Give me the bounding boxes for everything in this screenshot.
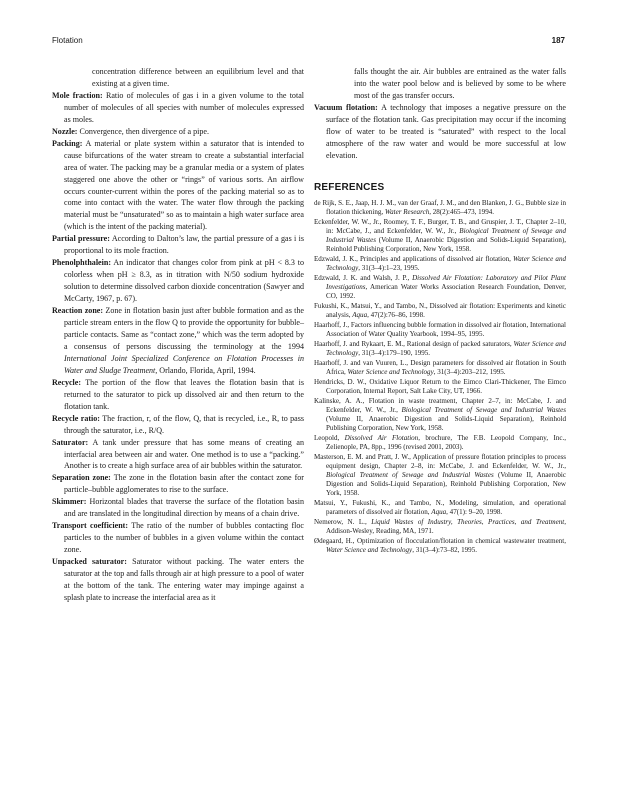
reference-text: Ødegaard, H., Optimization of flocculation/flotation in chemical wastewater treatment, [314,536,566,545]
glossary-entry [314,102,566,162]
glossary-entry [52,496,304,520]
glossary-definition: Zone in flotation basin just after bubble formation and as the particle stream enters in the flow Q to provide the opportunity for bubble–particle contacts. Same as “contact zone,” which was the term adopted by a consensus of persons discussing the terminology at the 1994 [64,306,304,351]
reference-italic: Water Research [384,207,430,216]
glossary-definition: A technology that imposes a negative pressure on the surface of the flotation tank. Gas precipitation may occur if the incoming flow of water to be treated is “saturated” with respect to the local atmosphere of the raw water and would be more successful at low elevation. [326,102,566,160]
glossary-entry [52,90,304,126]
reference-text-tail: , Addison-Wesley, Reading, MA, 1971. [326,517,566,535]
reference-text-tail: (Volume II, Anaerobic Digestion and Solids-Liquid Separation), Reinhold Publishing Corporation, New York, 1958. [326,414,566,432]
reference-text-tail: , brochure, The F.B. Leopold Company, Inc., Zelienople, PA, 8pp., 1996 (revised 2001, 2003). [326,433,566,451]
reference-entry [314,255,566,273]
reference-entry [314,321,566,339]
glossary-term: Packing: [52,138,83,148]
reference-entry [314,199,566,217]
reference-text-tail: , 31(3–4):203–212, 1995. [433,367,506,376]
reference-entry [314,359,566,377]
glossary-term: Recycle ratio: [52,413,100,423]
reference-entry [314,274,566,301]
glossary-definition-tail: , Orlando, Florida, April, 1994. [155,365,256,375]
reference-text: Nemerow, N. L., [314,517,372,526]
glossary-entry [52,472,304,496]
reference-italic: Biological Treatment of Sewage and Industrial Wastes [326,226,566,244]
running-head [52,36,565,48]
glossary-definition: Convergence, then divergence of a pipe. [79,126,210,136]
reference-text: Edzwald, J. K., Principles and applications of dissolved air flotation, [314,254,514,263]
reference-text: de Rijk, S. E., Jaap, H. J. M., van der Graaf, J. M., and den Blanken, J. G., Bubble size in flotation thickening, [314,198,566,216]
glossary-entry [52,520,304,556]
reference-italic: Water Science and Technology [326,339,566,357]
reference-entry [314,218,566,254]
reference-italic: Biological Treatment of Sewage and Industrial Wastes [326,470,494,479]
glossary-definition: An indicator that changes color from pink at pH < 8.3 to colorless when pH ≥ 8.3, as in titration with N/50 sodium hydroxide solution to determine dissolved carbon dioxide concentration (Sawyer and McCarty, 1967, p. 67). [64,258,304,304]
reference-entry [314,499,566,517]
reference-text: Fukushi, K., Matsui, Y., and Tambo, N., Dissolved air flotation: Experiments and kinetic analysis, [314,301,566,319]
reference-text-tail: , 31(3–4):1–23, 1995. [358,263,420,272]
references-list [314,199,566,555]
glossary-term: Saturator: [52,437,89,447]
glossary-term: Recycle: [52,377,82,387]
glossary-definition: Saturator without packing. The water enters the saturator at the top and falls through air at high pressure to a pool of water at the bottom of the tank. The entering water may impinge against a splash plate to increase the interfacial area as it [64,557,305,602]
right-column [314,66,566,556]
reference-text-tail: (Volume II, Anaerobic Digestion and Solids-Liquid Separation), Reinhold Publishing Corporation, New York, 1958. [326,235,566,253]
glossary-term: Partial pressure: [52,234,110,244]
reference-italic: Biological Treatment of Sewage and Industrial Wastes [401,405,566,414]
page-number: 187 [551,36,565,45]
reference-italic: Dissolved Air Flotation: Laboratory and Pilot Plant Investigations [326,273,566,291]
reference-italic: Water Science and Technology [326,254,566,272]
glossary-definition: The ratio of the number of bubbles contacting floc particles to the number of bubbles in a given volume within the contact zone. [64,521,304,555]
glossary-entry [52,377,304,413]
glossary-term: Vacuum flotation: [314,102,378,112]
glossary-term: Unpacked saturator: [52,557,127,567]
reference-entry [314,378,566,396]
reference-text-tail: , 47(1): 9–20, 1998. [446,507,503,516]
running-head-title: Flotation [52,36,83,45]
glossary-definition: The zone in the flotation basin after the contact zone for particle–bubble agglomerates to rise to the surface. [64,473,304,495]
glossary-continued [314,66,566,162]
reference-text: Haarhoff, J. and Rykaart, E. M., Rational design of packed saturators, [314,339,514,348]
glossary-entry [314,66,566,102]
reference-entry [314,434,566,452]
reference-entry [314,453,566,498]
left-column [52,66,304,604]
glossary-definition: The fraction, r, of the flow, Q, that is recycled, i.e., R, to pass through the saturator, i.e., R/Q. [64,413,304,435]
glossary-term: Mole fraction: [52,90,103,100]
reference-italic: Dissolved Air Flotation [344,433,419,442]
reference-text: Eckenfelder, W. W., Jr., Roomey, T. F., Burger, T. B., and Gruspier, J. T., Chapter 2–10, in: McCabe, J., and Eckenfelder, W. W., Jr., [314,217,566,235]
glossary-definition: falls thought the air. Air bubbles are entrained as the water falls into the water pool below and is believed by some to be where most of the gas transfer occurs. [354,67,566,100]
glossary-entry [52,138,304,234]
reference-entry [314,537,566,555]
reference-text: Masterson, E. M. and Pratt, J. W., Application of pressure flotation principles to process equipment design, Chapter 2–8, in: McCabe, J. and Eckenfelder, W. W., Jr., [314,452,566,470]
reference-italic: Aqua [352,310,368,319]
reference-italic: Liquid Wastes of Industry, Theories, Practices, and Treatment [371,517,565,526]
glossary-definition: A tank under pressure that has some means of creating an interfacial area between air and water. One method is to use a “packing.” Another is to create a high surface area of air bubbles within the saturator. [64,437,304,471]
glossary-entry [52,257,304,305]
glossary-term: Reaction zone: [52,306,104,316]
reference-text: Edzwald, J. K. and Walsh, J. P., [314,273,413,282]
glossary-entry [52,305,304,377]
glossary-definition: Horizontal blades that traverse the surface of the flotation basin and are translated in the longitudinal direction by means of a chain drive. [64,497,304,519]
reference-entry [314,302,566,320]
reference-text-tail: (Volume II, Anaerobic Digestion and Solids-Liquid Separation), Reinhold Publishing Corporation, New York, 1958. [326,470,566,497]
glossary-entry [52,233,304,257]
reference-text-tail: , 31(3–4):179–190, 1995. [358,348,431,357]
glossary-definition: The portion of the flow that leaves the flotation basin that is returned to the saturator to pick up dissolved air and then return to the flotation tank. [64,377,304,411]
reference-text: Matsui, Y., Fukushi, K., and Tambo, N., Modeling, simulation, and operational parameters of dissolved air flotation, [314,498,566,516]
glossary-term: Skimmer: [52,497,87,507]
reference-text-tail: , 47(2):76–86, 1998. [367,310,425,319]
reference-italic: Water Science and Technology [347,367,434,376]
glossary-entry [52,437,304,473]
reference-entry [314,518,566,536]
glossary-term: Separation zone: [52,473,111,483]
glossary-definition: concentration difference between an equilibrium level and that existing at a given time. [92,67,304,88]
reference-text: Kalinske, A. A., Flotation in waste treatment, Chapter 2–7, in: McCabe, J. and Eckenfelder, W. W., Jr., [314,396,566,414]
reference-italic: Water Science and Technology [326,545,413,554]
reference-text: Haarhoff, J., Factors influencing bubble formation in dissolved air flotation, International Association of Water Quality Yearbook, 1994–95, 1995. [314,320,566,338]
glossary-definition: According to Dalton’s law, the partial pressure of a gas i is proportional to its mole fraction. [64,234,304,256]
glossary-entry [52,556,304,604]
reference-text: Leopold, [314,433,345,442]
glossary-entry [52,66,304,90]
glossary-term: Phenolphthalein: [52,258,112,268]
glossary-entry [52,413,304,437]
glossary-definition: A material or plate system within a saturator that is intended to cause bifurcations of the water stream to create a substantial interfacial area of water. The packing may be a granular media or a system of plates staggered one above the other or “rings” of various sorts. An airflow occurs counter-current within the pores of the packing material so as to come into contact with the water. The water flow through the packing material must be “unsaturated” so as to maintain a high water surface area (which is the intent of the packing material). [64,138,304,232]
glossary-definition: Ratio of molecules of gas i in a given volume to the total number of molecules of all species with number of molecules expressed as moles. [64,90,304,124]
reference-text-tail: , 31(3–4):73–82, 1995. [412,545,477,554]
reference-italic: Aqua [431,507,447,516]
glossary-definition-italic: International Joint Specialized Conference on Flotation Processes in Water and Sludge Treatment [64,353,304,375]
glossary-entry [52,126,304,138]
references-heading: REFERENCES [314,181,385,193]
glossary-term: Transport coefficient: [52,521,129,531]
reference-text: Hendricks, D. W., Oxidative Liquor Return to the Eimco Clari-Thickener, The Eimco Corporation, Internal Report, Salt Lake City, UT, 1966. [314,377,566,395]
reference-entry [314,340,566,358]
reference-entry [314,397,566,433]
reference-text-tail: , American Water Works Association Research Foundation, Denver, CO, 1992. [326,282,566,300]
glossary-term: Nozzle: [52,126,78,136]
reference-text-tail: , 28(2):465–473, 1994. [429,207,495,216]
reference-text: Haarhoff, J. and van Vuuren, L., Design parameters for dissolved air flotation in South Africa, [314,358,566,376]
